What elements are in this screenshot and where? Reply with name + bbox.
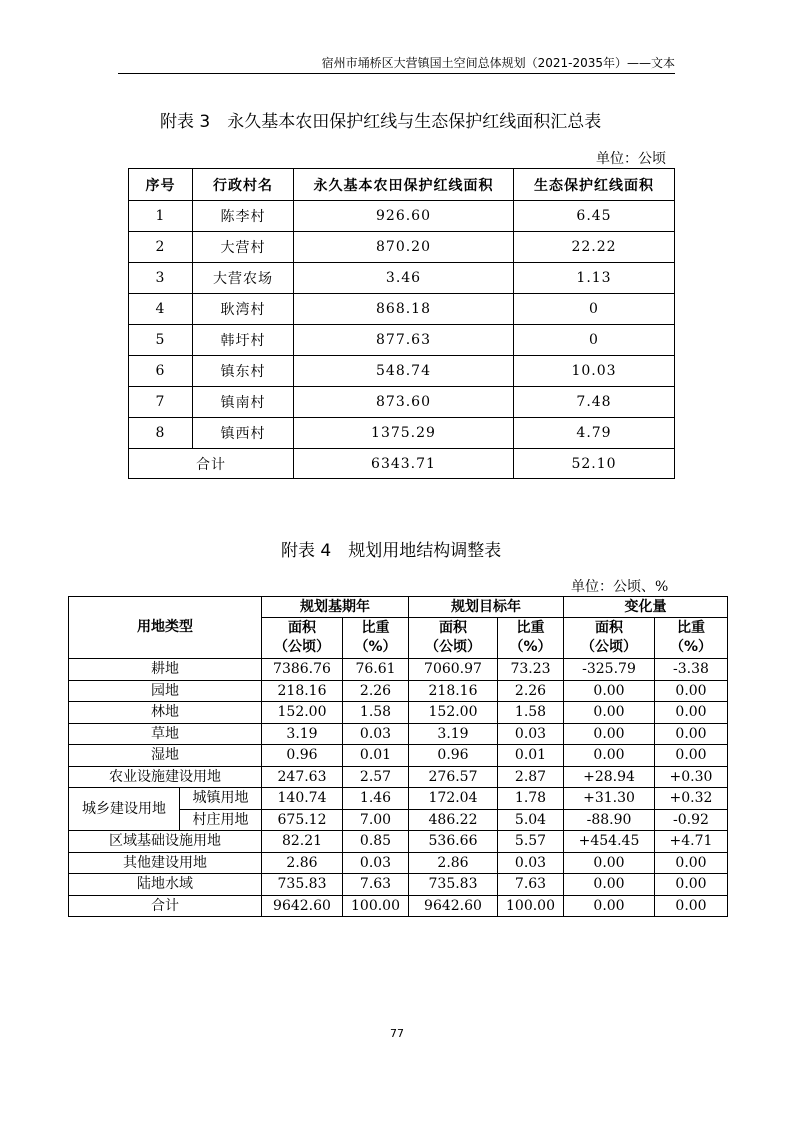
table-row: [129, 356, 675, 387]
table-row: [129, 418, 675, 449]
base-area: 0.96: [262, 745, 343, 767]
col-header-base-year: 规划基期年: [262, 597, 409, 618]
table-row: [69, 766, 728, 788]
village-name: 耿湾村: [193, 294, 294, 325]
base-ratio: 0.03: [343, 723, 409, 745]
village-name: 陈李村: [193, 201, 294, 232]
base-area: 140.74: [262, 788, 343, 810]
target-ratio: 1.58: [498, 702, 564, 724]
table4-header-row-1: [69, 597, 728, 618]
target-ratio: 7.63: [498, 874, 564, 896]
change-ratio: 0.00: [655, 680, 728, 702]
eco-area: 4.79: [514, 418, 675, 449]
col-header-village: 行政村名: [193, 169, 294, 201]
change-area: 0.00: [564, 702, 655, 724]
row-index: 3: [129, 263, 193, 294]
row-index: 4: [129, 294, 193, 325]
target-area: 486.22: [409, 809, 498, 831]
base-ratio: 0.85: [343, 831, 409, 853]
base-area: 735.83: [262, 874, 343, 896]
change-ratio: 0.00: [655, 895, 728, 917]
base-area: 247.63: [262, 766, 343, 788]
base-area: 218.16: [262, 680, 343, 702]
village-name: 镇西村: [193, 418, 294, 449]
farmland-area: 926.60: [294, 201, 514, 232]
target-ratio: 0.03: [498, 723, 564, 745]
col-header-target-ratio: 比重 （%）: [498, 618, 564, 659]
target-ratio: 73.23: [498, 659, 564, 681]
land-type: 农业设施建设用地: [69, 766, 262, 788]
land-type: 区域基础设施用地: [69, 831, 262, 853]
target-ratio: 5.57: [498, 831, 564, 853]
target-area: 2.86: [409, 852, 498, 874]
target-ratio: 0.03: [498, 852, 564, 874]
target-ratio: 0.01: [498, 745, 564, 767]
col-header-base-area: 面积 （公顷）: [262, 618, 343, 659]
change-ratio: 0.00: [655, 745, 728, 767]
change-ratio: 0.00: [655, 852, 728, 874]
total-eco: 52.10: [514, 449, 675, 479]
change-area: +31.30: [564, 788, 655, 810]
eco-area: 6.45: [514, 201, 675, 232]
farmland-area: 868.18: [294, 294, 514, 325]
target-area: 735.83: [409, 874, 498, 896]
change-ratio: -0.92: [655, 809, 728, 831]
change-ratio: +4.71: [655, 831, 728, 853]
col-header-base-ratio: 比重 （%）: [343, 618, 409, 659]
table-row: [129, 387, 675, 418]
col-header-farmland-area: 永久基本农田保护红线面积: [294, 169, 514, 201]
table3-header-row: [129, 169, 675, 201]
base-ratio: 100.00: [343, 895, 409, 917]
eco-area: 1.13: [514, 263, 675, 294]
col-header-target-area: 面积 （公顷）: [409, 618, 498, 659]
base-area: 152.00: [262, 702, 343, 724]
land-type: 林地: [69, 702, 262, 724]
village-name: 镇东村: [193, 356, 294, 387]
target-area: 3.19: [409, 723, 498, 745]
table-row: [129, 263, 675, 294]
col-header-change: 变化量: [564, 597, 728, 618]
table3-unit: 单位：公顷: [596, 151, 666, 167]
row-index: 2: [129, 232, 193, 263]
change-area: +454.45: [564, 831, 655, 853]
target-area: 536.66: [409, 831, 498, 853]
change-ratio: 0.00: [655, 874, 728, 896]
change-area: -88.90: [564, 809, 655, 831]
farmland-area: 870.20: [294, 232, 514, 263]
change-area: 0.00: [564, 852, 655, 874]
farmland-area: 877.63: [294, 325, 514, 356]
land-type: 草地: [69, 723, 262, 745]
change-ratio: +0.32: [655, 788, 728, 810]
land-type: 湿地: [69, 745, 262, 767]
base-ratio: 2.57: [343, 766, 409, 788]
base-ratio: 2.26: [343, 680, 409, 702]
target-area: 172.04: [409, 788, 498, 810]
table-row: [69, 831, 728, 853]
table-row: [69, 702, 728, 724]
land-type: 其他建设用地: [69, 852, 262, 874]
farmland-area: 548.74: [294, 356, 514, 387]
base-area: 9642.60: [262, 895, 343, 917]
total-farmland: 6343.71: [294, 449, 514, 479]
table-row: [69, 723, 728, 745]
target-area: 152.00: [409, 702, 498, 724]
table-row: [69, 745, 728, 767]
land-subtype: 城镇用地: [180, 788, 262, 810]
table-row: [129, 201, 675, 232]
land-type: 园地: [69, 680, 262, 702]
change-area: +28.94: [564, 766, 655, 788]
table4-unit: 单位：公顷、%: [571, 579, 669, 595]
change-ratio: 0.00: [655, 702, 728, 724]
target-area: 7060.97: [409, 659, 498, 681]
table-row: [69, 659, 728, 681]
row-index: 5: [129, 325, 193, 356]
col-header-target-year: 规划目标年: [409, 597, 564, 618]
farmland-area: 1375.29: [294, 418, 514, 449]
change-area: 0.00: [564, 723, 655, 745]
farmland-area: 3.46: [294, 263, 514, 294]
target-area: 218.16: [409, 680, 498, 702]
eco-area: 0: [514, 325, 675, 356]
land-type: 耕地: [69, 659, 262, 681]
table-row: [69, 788, 728, 810]
base-ratio: 1.58: [343, 702, 409, 724]
base-ratio: 7.00: [343, 809, 409, 831]
row-index: 6: [129, 356, 193, 387]
table-row: [129, 294, 675, 325]
base-area: 3.19: [262, 723, 343, 745]
village-name: 韩圩村: [193, 325, 294, 356]
base-ratio: 76.61: [343, 659, 409, 681]
base-ratio: 1.46: [343, 788, 409, 810]
change-area: 0.00: [564, 745, 655, 767]
target-ratio: 1.78: [498, 788, 564, 810]
change-area: 0.00: [564, 680, 655, 702]
base-area: 7386.76: [262, 659, 343, 681]
table3-red-line-summary: [128, 168, 675, 479]
change-area: 0.00: [564, 874, 655, 896]
urban-rural-group-label: 城乡建设用地: [69, 788, 180, 831]
target-area: 0.96: [409, 745, 498, 767]
base-ratio: 0.03: [343, 852, 409, 874]
change-area: -325.79: [564, 659, 655, 681]
page-header: 宿州市埇桥区大营镇国土空间总体规划（2021-2035年）——文本: [118, 56, 675, 74]
target-ratio: 100.00: [498, 895, 564, 917]
target-ratio: 2.26: [498, 680, 564, 702]
change-ratio: -3.38: [655, 659, 728, 681]
farmland-area: 873.60: [294, 387, 514, 418]
table-row: [129, 232, 675, 263]
table3-caption: 附表 3 永久基本农田保护红线与生态保护红线面积汇总表: [160, 112, 602, 132]
change-ratio: 0.00: [655, 723, 728, 745]
land-subtype: 村庄用地: [180, 809, 262, 831]
table4-caption: 附表 4 规划用地结构调整表: [281, 541, 502, 561]
col-header-land-type: 用地类型: [69, 597, 262, 659]
row-index: 1: [129, 201, 193, 232]
eco-area: 10.03: [514, 356, 675, 387]
change-area: 0.00: [564, 895, 655, 917]
base-area: 82.21: [262, 831, 343, 853]
page-number: 77: [390, 1027, 404, 1040]
col-header-change-ratio: 比重 （%）: [655, 618, 728, 659]
base-area: 2.86: [262, 852, 343, 874]
target-area: 9642.60: [409, 895, 498, 917]
target-area: 276.57: [409, 766, 498, 788]
row-index: 8: [129, 418, 193, 449]
village-name: 大营村: [193, 232, 294, 263]
land-type: 合计: [69, 895, 262, 917]
table4-land-use-adjustment: [68, 596, 728, 917]
village-name: 镇南村: [193, 387, 294, 418]
base-ratio: 7.63: [343, 874, 409, 896]
table-row: [69, 895, 728, 917]
col-header-eco-area: 生态保护红线面积: [514, 169, 675, 201]
col-header-change-area: 面积 （公顷）: [564, 618, 655, 659]
base-ratio: 0.01: [343, 745, 409, 767]
eco-area: 22.22: [514, 232, 675, 263]
table-row: [129, 325, 675, 356]
row-index: 7: [129, 387, 193, 418]
table3-total-row: [129, 449, 675, 479]
table-row: [69, 680, 728, 702]
eco-area: 7.48: [514, 387, 675, 418]
base-area: 675.12: [262, 809, 343, 831]
total-label: 合计: [129, 449, 294, 479]
land-type: 陆地水域: [69, 874, 262, 896]
col-header-index: 序号: [129, 169, 193, 201]
village-name: 大营农场: [193, 263, 294, 294]
target-ratio: 5.04: [498, 809, 564, 831]
eco-area: 0: [514, 294, 675, 325]
target-ratio: 2.87: [498, 766, 564, 788]
table-row: [69, 852, 728, 874]
table-row: [69, 874, 728, 896]
change-ratio: +0.30: [655, 766, 728, 788]
